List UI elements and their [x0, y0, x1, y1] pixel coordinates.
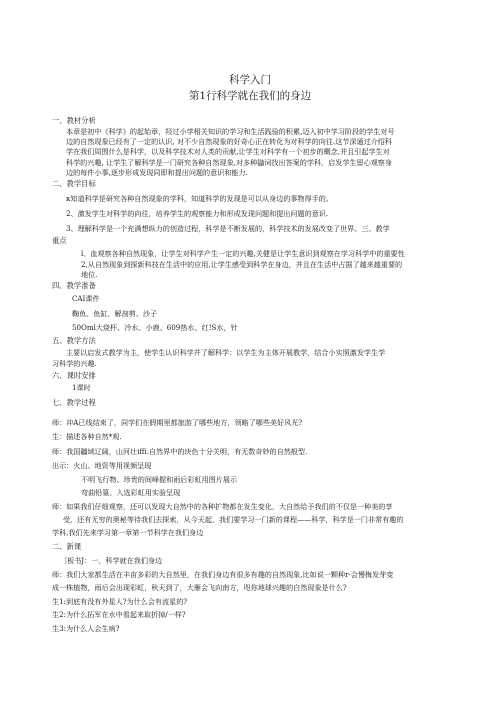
text-line: 学在我们周围什么是科学，以及科学技术对人类的贡献,让学生对科学有一个初步的概念,并且引起学生对 — [66, 147, 390, 156]
dialogue-line: 学科,我们先来学习第一章第一节科学在我们身边 — [52, 528, 204, 537]
text-line: CAI课件 — [72, 294, 100, 303]
dialogue-line: 师：我们大家都生活在丰亩多彩的大自然里，在我们身边有很多有趣的自然现象,比如说一颗种r·会慢梅发芽变 — [52, 570, 394, 579]
text-line: 3、理解科学是一个充满想纵力的创造过程，科学是不断发展的，科学技术的发展改变了世界。三、教学 — [66, 224, 390, 233]
text-line: 科学的兴趣, 让学生了解科学是一门研究各种自然现象,对多种鼬词找出答案的学科，启发学生留心观察身 — [66, 158, 392, 167]
section-heading-4: 四、教学准备 — [52, 281, 96, 290]
text-line: 习科学的兴趣. — [52, 359, 97, 368]
dialogue-line: 生3:为什么人会生病? — [52, 624, 120, 633]
section-heading-3: 重点 — [52, 236, 67, 245]
text-line: 地位. — [81, 270, 98, 279]
section-heading-new-lesson: 二、新课 — [52, 542, 82, 551]
dialogue-line: 不明飞行物、珍贵的间峰握和雨后彩虹用图片展示 — [81, 475, 238, 484]
dialogue-line: 受，还有无穷的奥秘等待我们去探索，从今天起，我们要学习一门新的课程——科学，科学是一门非常有趣的 — [63, 515, 404, 524]
section-heading-5: 五、教学方法 — [52, 336, 96, 345]
section-heading-6: 六、课时安排 — [52, 371, 96, 380]
dialogue-line: 生1:到底有没有外星人?为什么会有流星的? — [52, 597, 188, 606]
document-title: 科学入门 — [229, 74, 271, 86]
board-note: ［板书J：一、科学就在我们身边 — [60, 556, 163, 565]
dialogue-line: 师：冲A已线结束了，同学们在假期里都旅游了哪些地方，领略了哪些美好风光? — [52, 418, 303, 427]
dialogue-line: 生2:为什么拓军在水中看起来取折掉/一样? — [52, 610, 186, 619]
dialogue-line: 师：如果我们仔细观察，还可以发现大自然中的各种扩物都在发生变化，大自然给予我们的不仅是一种美的享 — [52, 502, 393, 511]
text-line: 鞠鱼、鱼缸、解剖剪、沙子 — [72, 309, 158, 318]
document-subtitle: 第1行科学就在我们的身边 — [188, 90, 312, 102]
text-line: κ知道科学是研究各种自然现象的学科，知道科学的发现是可以从身边的事物得手的。 — [66, 194, 333, 203]
text-line: 2,从自然现象到探新科技在生活中的应用,让学生感受到科学在身边，并且在生活中占据了越来越重要的 — [81, 260, 403, 269]
dialogue-line: 师：我国疆域辽阔，山河壮iffi.自然界中的块色十分关明，有无数奇妙的自然般型. — [52, 447, 308, 456]
text-line: 2、激发学生对科学的向往，培养学生的观察能力和形成发现问题和提出问题的意识. — [66, 209, 329, 218]
dialogue-line: 弯曲铅篁、入选彩虹用实验呈现 — [81, 488, 181, 497]
section-heading-1: 一、教材分析 — [52, 116, 96, 125]
dialogue-line: 生：描述各种自然*观. — [52, 432, 122, 441]
text-line: 边的每件小事,逐步形成发现同即和提出问题的意识和能力. — [66, 168, 248, 177]
text-line: l、血观察各种自然现象，让学生对科学产生一定的兴趣,关健是让学生意识到观察在学习科学中的重要性 — [81, 249, 405, 258]
dialogue-line: 出示：火山、地资等用视频呈现 — [52, 461, 152, 470]
text-line: 主要以启发式教学为主，使学生认识科学并了解科学：以学生为主体开展教学，结合小实照激发学生学 — [66, 348, 386, 357]
section-heading-7: 七、教学过程 — [52, 398, 96, 407]
dialogue-line: 成一株植物，雨后会出现彩虹，秋天到了，大雁会飞向南方，咫你地球兴趣的白然现象是什么? — [52, 583, 347, 592]
text-line: 边的自然现象已经有了一定的认识, 对不少自然现象的好奇心正在转化为对科学的向往.这节深通过介绍科 — [66, 137, 392, 146]
text-line: 1课时 — [72, 383, 91, 392]
text-line: 50Oml大烧杯、冷水、小鹿、609热水、红!S水，针 — [72, 323, 238, 332]
text-line: 本章是初中《科学》的起始章，羟过小学相关知识的学习和生活践验的积累,迈入初中学习阶段的学生对号 — [66, 127, 395, 136]
section-heading-2: 二、教学目标 — [52, 179, 96, 188]
